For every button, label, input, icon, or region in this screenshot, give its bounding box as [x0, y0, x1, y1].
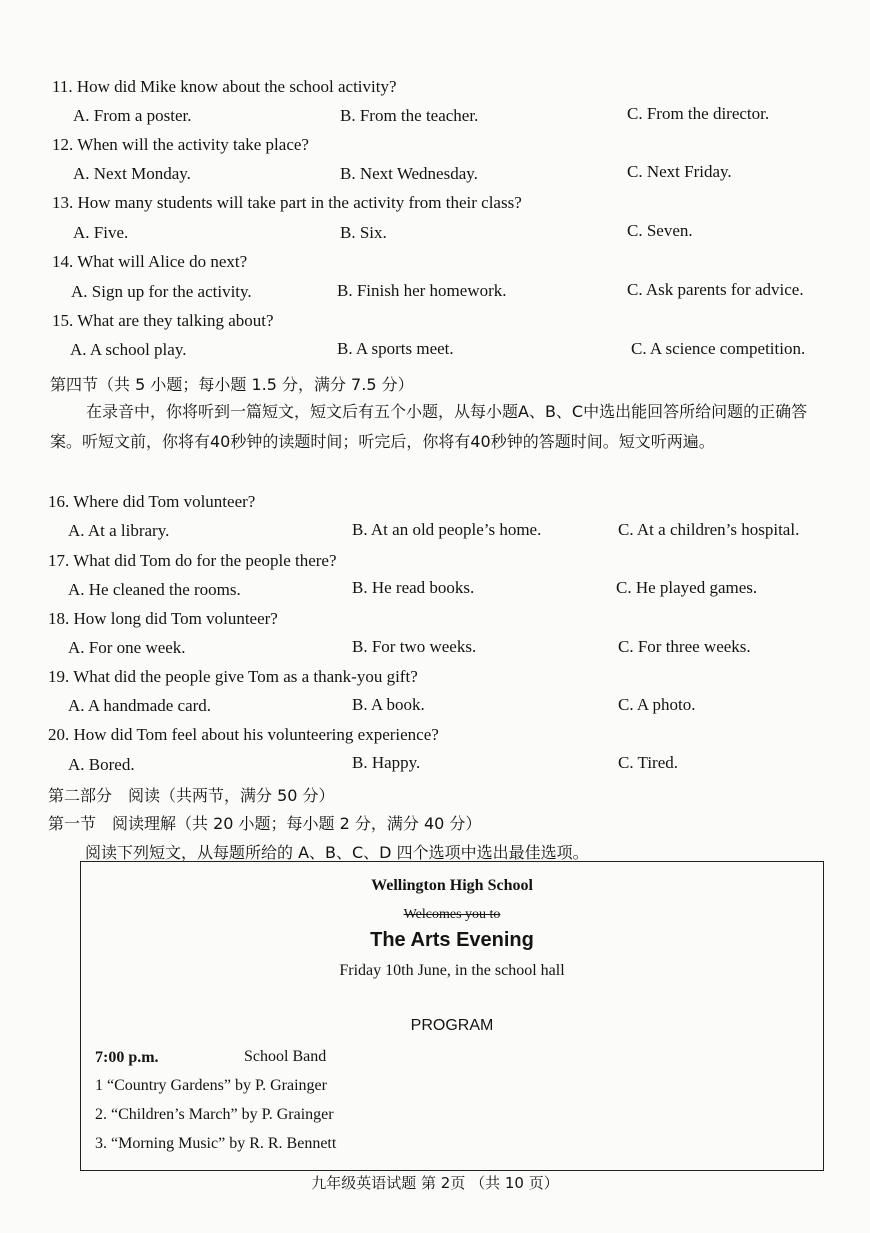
- poster-program-item: 3. “Morning Music” by R. R. Bennett: [95, 1135, 337, 1152]
- part-2-section-1-heading: 第一节 阅读理解（共 20 小题；每小题 2 分，满分 40 分）: [48, 814, 482, 833]
- question-17-option-a: A. He cleaned the rooms.: [68, 580, 241, 599]
- question-20-option-a: A. Bored.: [68, 755, 135, 774]
- question-12-option-b: B. Next Wednesday.: [340, 164, 478, 183]
- part-2-instructions: 阅读下列短文，从每题所给的 A、B、C、D 四个选项中选出最佳选项。: [85, 843, 589, 862]
- question-18-stem: 18. How long did Tom volunteer?: [48, 609, 278, 628]
- question-11-option-b: B. From the teacher.: [340, 106, 479, 125]
- question-15-stem: 15. What are they talking about?: [52, 311, 274, 330]
- question-20-option-b: B. Happy.: [352, 753, 421, 772]
- question-18-option-b: B. For two weeks.: [352, 637, 477, 656]
- poster-date: Friday 10th June, in the school hall: [339, 962, 565, 979]
- question-16-option-a: A. At a library.: [68, 521, 170, 540]
- poster-welcome-text: Welcomes you to: [403, 907, 501, 922]
- question-11-option-a: A. From a poster.: [73, 106, 192, 125]
- question-19-option-a: A. A handmade card.: [68, 696, 212, 715]
- question-20-option-c: C. Tired.: [618, 753, 678, 772]
- poster-program-item: 2. “Children’s March” by P. Grainger: [95, 1106, 334, 1123]
- question-16-stem: 16. Where did Tom volunteer?: [48, 492, 256, 511]
- poster-welcome-line: [81, 907, 823, 923]
- question-13-option-c: C. Seven.: [627, 221, 693, 240]
- arts-evening-poster: [80, 861, 824, 1171]
- poster-program-item: 1 “Country Gardens” by P. Grainger: [95, 1077, 327, 1094]
- poster-school-name: Wellington High School: [371, 877, 533, 894]
- question-11-option-c: C. From the director.: [627, 104, 770, 123]
- page-footer: 九年级英语试题 第 2页 （共 10 页）: [311, 1174, 559, 1192]
- question-16-option-b: B. At an old people’s home.: [352, 520, 542, 539]
- question-18-option-c: C. For three weeks.: [618, 637, 751, 656]
- question-13-option-b: B. Six.: [340, 223, 387, 242]
- question-19-option-b: B. A book.: [352, 695, 425, 714]
- question-15-option-a: A. A school play.: [70, 340, 187, 359]
- question-13-stem: 13. How many students will take part in the activity from their class?: [52, 193, 522, 212]
- question-15-option-b: B. A sports meet.: [337, 339, 454, 358]
- question-17-option-b: B. He read books.: [352, 578, 475, 597]
- question-17-option-c: C. He played games.: [616, 578, 758, 597]
- poster-title: The Arts Evening: [370, 929, 534, 951]
- question-14-option-b: B. Finish her homework.: [337, 281, 507, 300]
- question-17-stem: 17. What did Tom do for the people there?: [48, 551, 337, 570]
- question-19-option-c: C. A photo.: [618, 695, 696, 714]
- question-14-option-c: C. Ask parents for advice.: [627, 280, 804, 299]
- question-16-option-c: C. At a children’s hospital.: [618, 520, 800, 539]
- question-13-option-a: A. Five.: [73, 223, 129, 242]
- section-4-instructions: 在录音中，你将听到一篇短文，短文后有五个小题，从每小题A、B、C中选出能回答所给问题的正确答案。听短文前，你将有40秒钟的读题时间；听完后，你将有40秒钟的答题时间。短文听两遍。: [50, 402, 808, 451]
- poster-program-performer: School Band: [244, 1048, 327, 1065]
- question-12-option-a: A. Next Monday.: [73, 164, 191, 183]
- question-15-option-c: C. A science competition.: [631, 339, 806, 358]
- part-2-heading: 第二部分 阅读（共两节，满分 50 分）: [48, 786, 335, 805]
- question-14-stem: 14. What will Alice do next?: [52, 252, 248, 271]
- question-12-stem: 12. When will the activity take place?: [52, 135, 309, 154]
- question-20-stem: 20. How did Tom feel about his volunteering experience?: [48, 725, 439, 744]
- question-12-option-c: C. Next Friday.: [627, 162, 732, 181]
- question-19-stem: 19. What did the people give Tom as a thank-you gift?: [48, 667, 418, 686]
- poster-program-heading: PROGRAM: [410, 1017, 494, 1034]
- question-11-stem: 11. How did Mike know about the school activity?: [52, 77, 397, 96]
- question-14-option-a: A. Sign up for the activity.: [71, 282, 252, 301]
- poster-program-time: 7:00 p.m.: [95, 1049, 159, 1066]
- question-18-option-a: A. For one week.: [68, 638, 186, 657]
- section-4-heading: 第四节（共 5 小题；每小题 1.5 分，满分 7.5 分）: [50, 375, 414, 394]
